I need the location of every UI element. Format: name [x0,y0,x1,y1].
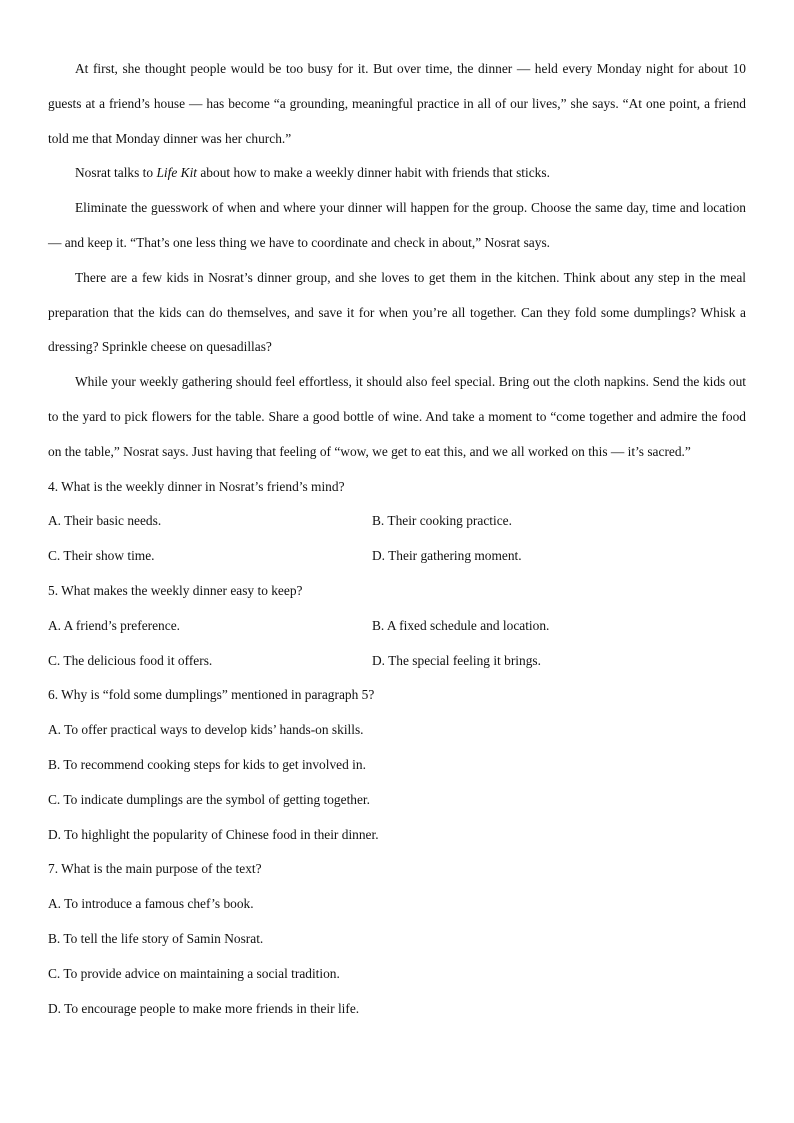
paragraph-1: At first, she thought people would be too busy for it. But over time, the dinner — held every Monday night for about 10 guests at a friend’s house — has become “a grounding, meaningful practice in all of our lives,” she says. “At one point, a friend told me that Monday dinner was her church.” [48,61,746,146]
paragraph-5: While your weekly gathering should feel effortless, it should also feel special. Bring out the cloth napkins. Send the kids out to the yard to pick flowers for the table. Share a good bottle of wine. And take a moment to “come together and admire the food on the table,” Nosrat says. Just having that feeling of “wow, we get to eat this, and we all worked on this — it’s sacred.” [48,374,746,459]
question-5-options-row-1 [48,609,746,644]
question-4-options-row-2 [48,539,746,574]
question-5-option-b[interactable]: B. A fixed schedule and location. [372,617,550,633]
question-6-stem: 6. Why is “fold some dumplings” mentioned in paragraph 5? [48,687,375,703]
question-6-option-c[interactable]: C. To indicate dumplings are the symbol of getting together. [48,791,370,807]
question-5-option-a[interactable]: A. A friend’s preference. [48,617,180,633]
document-page [48,52,746,1026]
question-7-option-b[interactable]: B. To tell the life story of Samin Nosrat. [48,930,264,946]
question-4-option-b[interactable]: B. Their cooking practice. [372,513,512,529]
question-7-option-d[interactable]: D. To encourage people to make more friends in their life. [48,1000,360,1016]
question-6-option-a[interactable]: A. To offer practical ways to develop kids’ hands-on skills. [48,722,364,738]
question-4-option-d[interactable]: D. Their gathering moment. [372,548,522,564]
question-5-stem: 5. What makes the weekly dinner easy to keep? [48,582,303,598]
question-4-options-row-1 [48,504,746,539]
question-5 [48,574,746,678]
question-5-option-d[interactable]: D. The special feeling it brings. [372,652,541,668]
question-5-option-c[interactable]: C. The delicious food it offers. [48,652,213,668]
question-6-option-d[interactable]: D. To highlight the popularity of Chinese food in their dinner. [48,826,379,842]
question-7 [48,852,746,1026]
question-6-option-b[interactable]: B. To recommend cooking steps for kids to get involved in. [48,756,366,772]
question-4-stem: 4. What is the weekly dinner in Nosrat’s friend’s mind? [48,478,345,494]
question-7-option-c[interactable]: C. To provide advice on maintaining a social tradition. [48,965,340,981]
paragraph-4: There are a few kids in Nosrat’s dinner group, and she loves to get them in the kitchen. Think about any step in the meal preparation that the kids can do themselves, and save it for when you’re all together. Can they fold some dumplings? Whisk a dressing? Sprinkle cheese on quesadillas? [48,269,746,355]
paragraph-2 [48,156,746,191]
question-4-option-a[interactable]: A. Their basic needs. [48,513,162,529]
question-6 [48,678,746,852]
question-5-options-row-2 [48,644,746,679]
paragraph-2-text-start: Nosrat talks to [75,165,157,181]
life-kit-title: Life Kit [156,165,198,181]
paragraph-2-text-end: about how to make a weekly dinner habit with friends that sticks. [197,165,550,181]
question-4 [48,470,746,574]
paragraph-3: Eliminate the guesswork of when and where your dinner will happen for the group. Choose the same day, time and location — and keep it. “That’s one less thing we have to coordinate and check in about,” Nosrat says. [48,200,746,250]
question-7-option-a[interactable]: A. To introduce a famous chef’s book. [48,896,254,912]
question-7-stem: 7. What is the main purpose of the text? [48,861,262,877]
question-4-option-c[interactable]: C. Their show time. [48,548,155,564]
